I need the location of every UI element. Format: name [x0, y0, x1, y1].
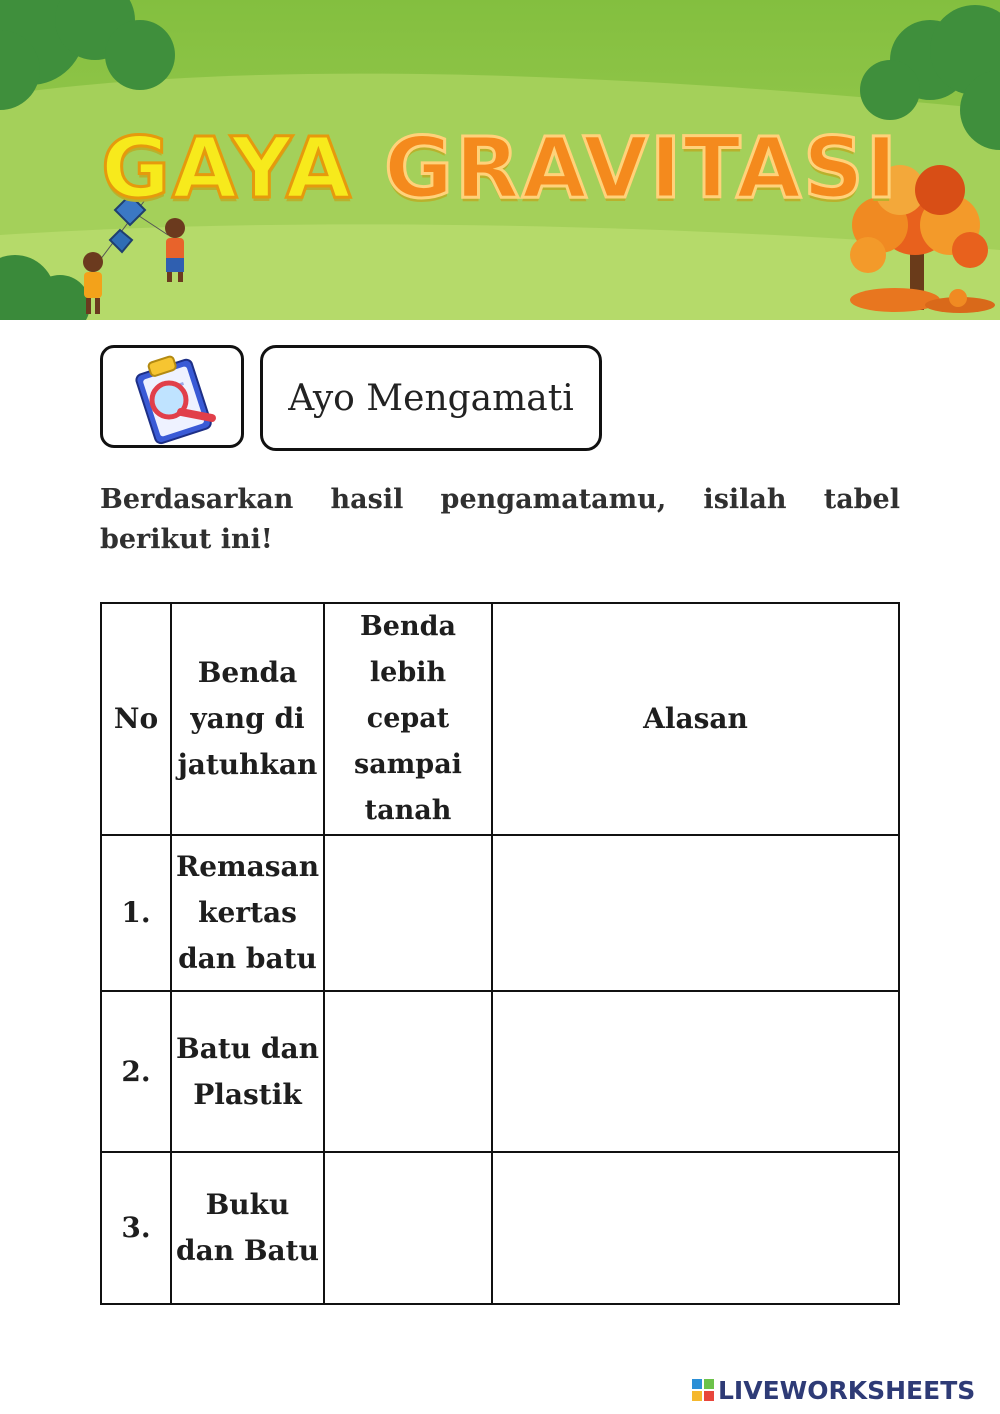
- section-label: Ayo Mengamati: [260, 345, 602, 451]
- row-benda: Batu dan Plastik: [171, 991, 324, 1152]
- answer-alasan-3[interactable]: [492, 1152, 899, 1304]
- header-benda: Benda yang di jatuhkan: [171, 603, 324, 835]
- liveworksheets-logo[interactable]: [692, 1374, 992, 1406]
- table-header-row: [101, 603, 899, 835]
- title-word-gravitasi: GRAVITASI: [384, 119, 899, 217]
- answer-alasan-1[interactable]: [492, 835, 899, 991]
- table-row: [101, 1152, 899, 1304]
- instruction-text: Berdasarkan hasil pengamatamu, isilah tabel berikut ini!: [100, 484, 900, 555]
- page-title: [0, 118, 1000, 218]
- row-number: 2.: [101, 991, 171, 1152]
- row-number: 1.: [101, 835, 171, 991]
- row-number: 3.: [101, 1152, 171, 1304]
- answer-alasan-2[interactable]: [492, 991, 899, 1152]
- header-no: No: [101, 603, 171, 835]
- row-benda: Remasan kertas dan batu: [171, 835, 324, 991]
- observation-table: [100, 602, 900, 1305]
- table-row: [101, 991, 899, 1152]
- title-word-gaya: GAYA: [101, 119, 353, 217]
- liveworksheets-logo-icon: [692, 1379, 714, 1401]
- table-row: [101, 835, 899, 991]
- header-lebih-cepat: Benda lebih cepat sampai tanah: [324, 603, 492, 835]
- answer-lebih-cepat-2[interactable]: [324, 991, 492, 1152]
- header-banner: [0, 0, 1000, 320]
- clipboard-magnifier-icon: [117, 348, 231, 448]
- answer-lebih-cepat-3[interactable]: [324, 1152, 492, 1304]
- section-icon-box: [100, 345, 244, 448]
- footer-brand: LIVEWORKSHEETS: [718, 1375, 976, 1405]
- answer-lebih-cepat-1[interactable]: [324, 835, 492, 991]
- row-benda: Buku dan Batu: [171, 1152, 324, 1304]
- header-alasan: Alasan: [492, 603, 899, 835]
